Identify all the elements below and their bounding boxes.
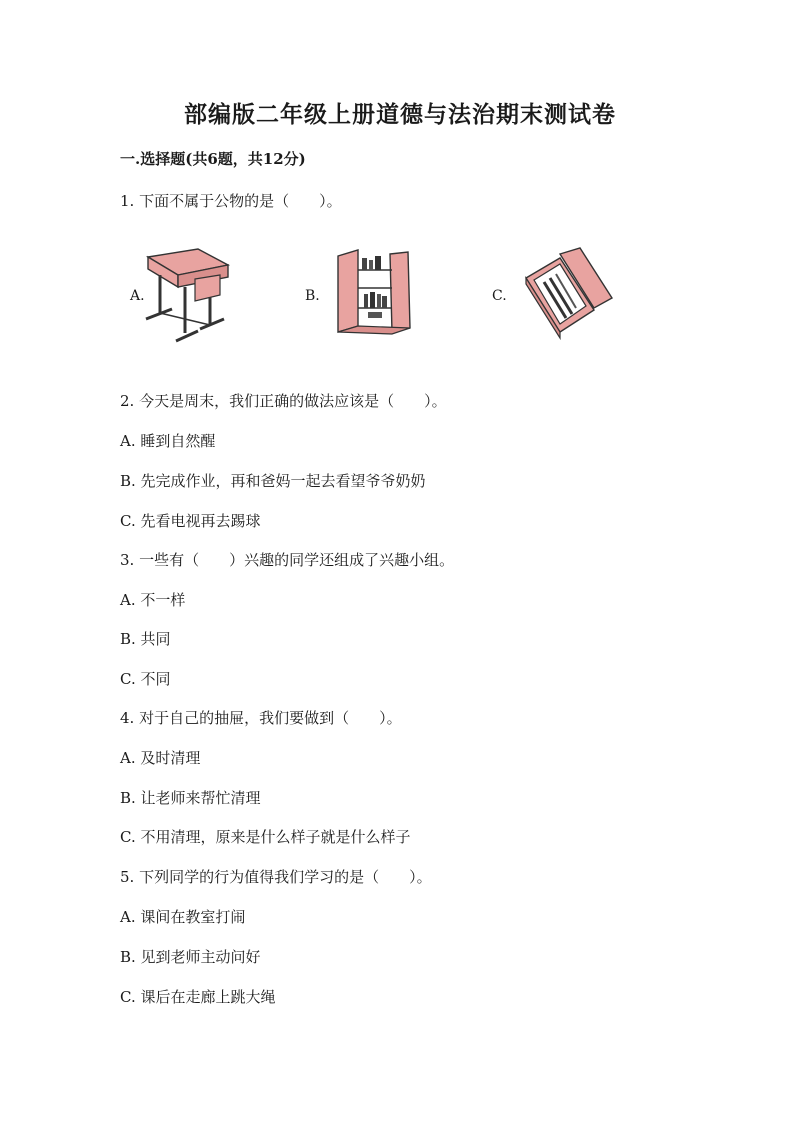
question-3-stem: 3. 一些有（ ）兴趣的同学还组成了兴趣小组。 xyxy=(120,551,455,569)
q1-option-c-label: C. xyxy=(492,288,507,304)
question-5-stem: 5. 下列同学的行为值得我们学习的是（ ）。 xyxy=(120,868,432,886)
q5-option-a: A. 课间在教室打闹 xyxy=(120,908,246,926)
q2-option-c: C. 先看电视再去踢球 xyxy=(120,512,261,530)
section-heading: 一.选择题(共6题，共12分) xyxy=(120,150,306,168)
q2-option-a: A. 睡到自然醒 xyxy=(120,432,216,450)
q3-option-c: C. 不同 xyxy=(120,670,171,688)
pencil-case-image xyxy=(520,248,615,343)
q3-option-a: A. 不一样 xyxy=(120,591,186,609)
school-desk-image xyxy=(140,245,235,345)
q4-option-a: A. 及时清理 xyxy=(120,749,201,767)
q1-option-b-label: B. xyxy=(305,288,320,304)
q5-option-c: C. 课后在走廊上跳大绳 xyxy=(120,988,276,1006)
q5-option-b: B. 见到老师主动问好 xyxy=(120,948,261,966)
q4-option-b: B. 让老师来帮忙清理 xyxy=(120,789,261,807)
q1-option-a-label: A. xyxy=(130,288,145,304)
question-4-stem: 4. 对于自己的抽屉，我们要做到（ ）。 xyxy=(120,709,402,727)
exam-title: 部编版二年级上册道德与法治期末测试卷 xyxy=(184,101,616,128)
bookshelf-image xyxy=(330,248,420,338)
question-1-stem: 1. 下面不属于公物的是（ ）。 xyxy=(120,192,342,210)
q4-option-c: C. 不用清理，原来是什么样子就是什么样子 xyxy=(120,828,411,846)
question-2-stem: 2. 今天是周末，我们正确的做法应该是（ ）。 xyxy=(120,392,447,410)
q3-option-b: B. 共同 xyxy=(120,630,171,648)
q2-option-b: B. 先完成作业，再和爸妈一起去看望爷爷奶奶 xyxy=(120,472,426,490)
